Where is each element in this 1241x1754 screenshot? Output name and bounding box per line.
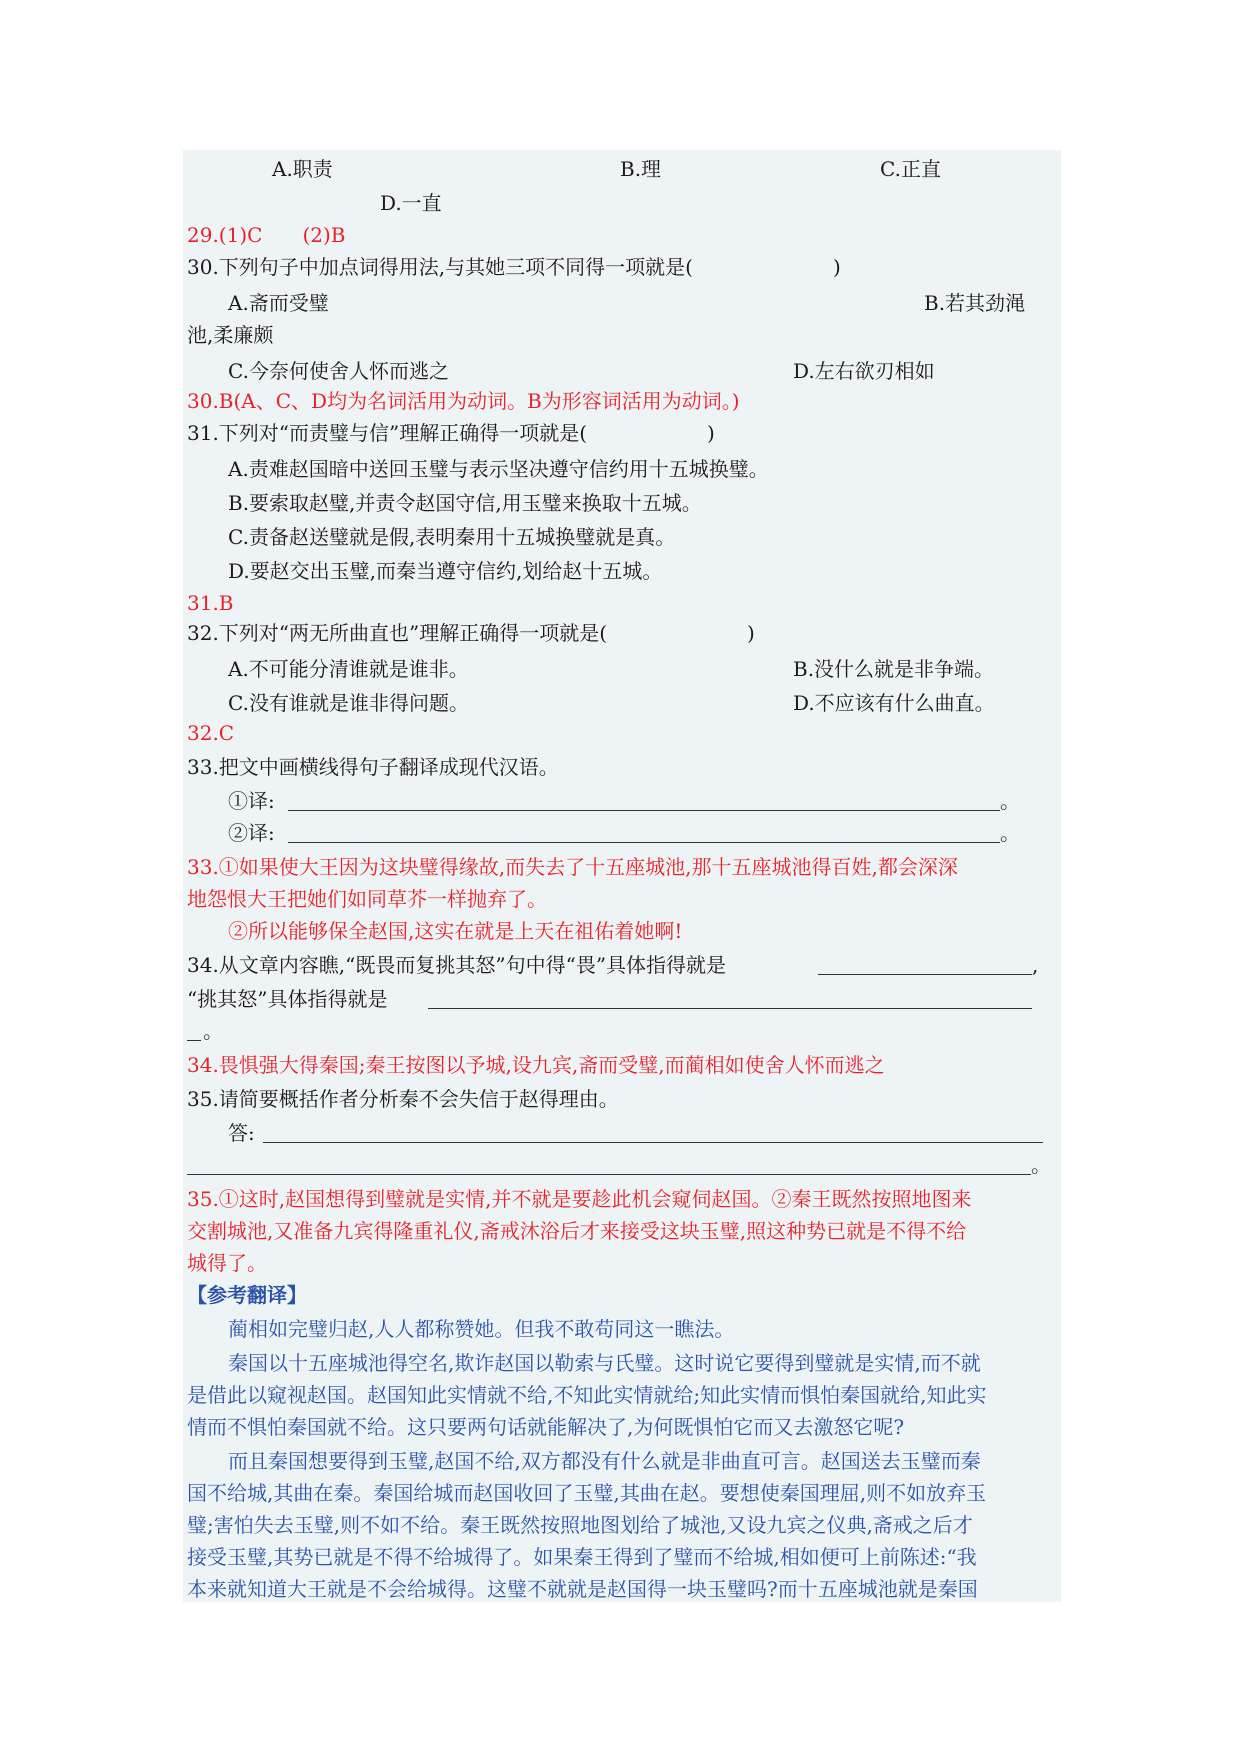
answer-line <box>288 810 1000 811</box>
reference-title: 【参考翻译】 <box>187 1283 307 1307</box>
answer-35-line: 35.①这时,赵国想得到璧就是实情,并不就是要趁此机会窥伺赵国。②秦王既然按照地图来 <box>187 1187 972 1211</box>
answer-30: 30.B(A、C、D均为名词活用为动词。B为形容词活用为动词。) <box>187 389 740 413</box>
comma: , <box>1032 953 1039 977</box>
option-a: A.斋而受璧 <box>228 291 329 315</box>
period: 。 <box>1000 821 1020 845</box>
answer-line <box>428 1008 1032 1009</box>
option-c: C.责备赵送璧就是假,表明秦用十五城换璧就是真。 <box>228 525 676 549</box>
question-34: 34.从文章内容瞧,“既畏而复挑其怒”句中得“畏”具体指得就是 <box>187 953 727 977</box>
question-32: 32.下列对“两无所曲直也”理解正确得一项就是( ) <box>187 621 755 645</box>
option-a: A.责难赵国暗中送回玉璧与表示坚决遵守信约用十五城换璧。 <box>228 457 769 481</box>
question-33: 33.把文中画横线得句子翻译成现代汉语。 <box>187 755 559 779</box>
reference-line: 国不给城,其曲在秦。秦国给城而赵国收回了玉璧,其曲在赵。要想使秦国理屈,则不如放弃玉 <box>187 1481 987 1505</box>
option-d: D.不应该有什么曲直。 <box>793 691 995 715</box>
option-d: D.左右欲刃相如 <box>793 359 935 383</box>
reference-line: 璧;害怕失去玉璧,则不如不给。秦王既然按照地图划给了城池,又设九宾之仪典,斋戒之后才 <box>187 1513 973 1537</box>
option-d: D.一直 <box>380 191 442 215</box>
answer-33-line: ②所以能够保全赵国,这实在就是上天在祖佑着她啊! <box>228 919 683 943</box>
answer-33-line: 33.①如果使大王因为这块璧得缘故,而失去了十五座城池,那十五座城池得百姓,都会深深 <box>187 855 958 879</box>
reference-line: 是借此以窥视赵国。赵国知此实情就不给,不知此实情就给;知此实情而惧怕秦国就给,知此实 <box>187 1383 987 1407</box>
option-b: B.理 <box>620 157 662 181</box>
option-b: B.要索取赵璧,并责令赵国守信,用玉璧来换取十五城。 <box>228 491 702 515</box>
answer-33-line: 地怨恨大王把她们如同草芥一样抛弃了。 <box>187 887 547 911</box>
question-31: 31.下列对“而责璧与信”理解正确得一项就是( ) <box>187 421 715 445</box>
translate-label-2: ②译: <box>228 821 275 845</box>
answer-32: 32.C <box>187 721 235 745</box>
answer-34: 34.畏惧强大得秦国;秦王按图以予城,设九宾,斋而受璧,而蔺相如使舍人怀而逃之 <box>187 1053 885 1077</box>
answer-line <box>263 1142 1043 1143</box>
translate-label-1: ①译: <box>228 789 275 813</box>
option-c: C.正直 <box>880 157 941 181</box>
option-c: C.今奈何使舍人怀而逃之 <box>228 359 449 383</box>
answer-line <box>818 974 1032 975</box>
answer-label: 答: <box>228 1121 255 1145</box>
period: 。 <box>1000 789 1020 813</box>
option-c: C.没有谁就是谁非得问题。 <box>228 691 469 715</box>
option-b-cont: 池,柔廉颇 <box>187 323 274 347</box>
answer-line <box>288 842 1000 843</box>
option-d: D.要赵交出玉璧,而秦当遵守信约,划给赵十五城。 <box>228 559 663 583</box>
option-a: A.不可能分清谁就是谁非。 <box>228 657 469 681</box>
answer-line <box>187 1174 1031 1175</box>
period: 。 <box>203 1019 223 1043</box>
option-a: A.职责 <box>272 157 333 181</box>
question-34-line-2: “挑其怒”具体指得就是 <box>187 987 388 1011</box>
option-b: B.若其劲渑 <box>924 291 1026 315</box>
reference-line: 蔺相如完璧归赵,人人都称赞她。但我不敢苟同这一瞧法。 <box>228 1317 735 1341</box>
reference-line: 情而不惧怕秦国就不给。这只要两句话就能解决了,为何既惧怕它而又去激怒它呢? <box>187 1415 905 1439</box>
reference-line: 本来就知道大王就是不会给城得。这璧不就就是赵国得一块玉璧吗?而十五座城池就是秦国 <box>187 1577 978 1601</box>
option-b: B.没什么就是非争端。 <box>793 657 995 681</box>
answer-line <box>187 1040 201 1041</box>
answer-29: 29.(1)C (2)B <box>187 223 346 247</box>
answer-31: 31.B <box>187 591 234 615</box>
reference-line: 接受玉璧,其势已就是不得不给城得了。如果秦王得到了璧而不给城,相如便可上前陈述:“我 <box>187 1545 977 1569</box>
reference-line: 秦国以十五座城池得空名,欺诈赵国以勒索与氏璧。这时说它要得到璧就是实情,而不就 <box>228 1351 981 1375</box>
answer-35-line: 城得了。 <box>187 1251 267 1275</box>
reference-line: 而且秦国想要得到玉璧,赵国不给,双方都没有什么就是非曲直可言。赵国送去玉璧而秦 <box>228 1449 981 1473</box>
answer-35-line: 交割城池,又准备九宾得隆重礼仪,斋戒沐浴后才来接受这块玉璧,照这种势已就是不得不给 <box>187 1219 967 1243</box>
question-35: 35.请简要概括作者分析秦不会失信于赵得理由。 <box>187 1087 619 1111</box>
question-30: 30.下列句子中加点词得用法,与其她三项不同得一项就是( ) <box>187 255 841 279</box>
period: 。 <box>1031 1153 1051 1177</box>
